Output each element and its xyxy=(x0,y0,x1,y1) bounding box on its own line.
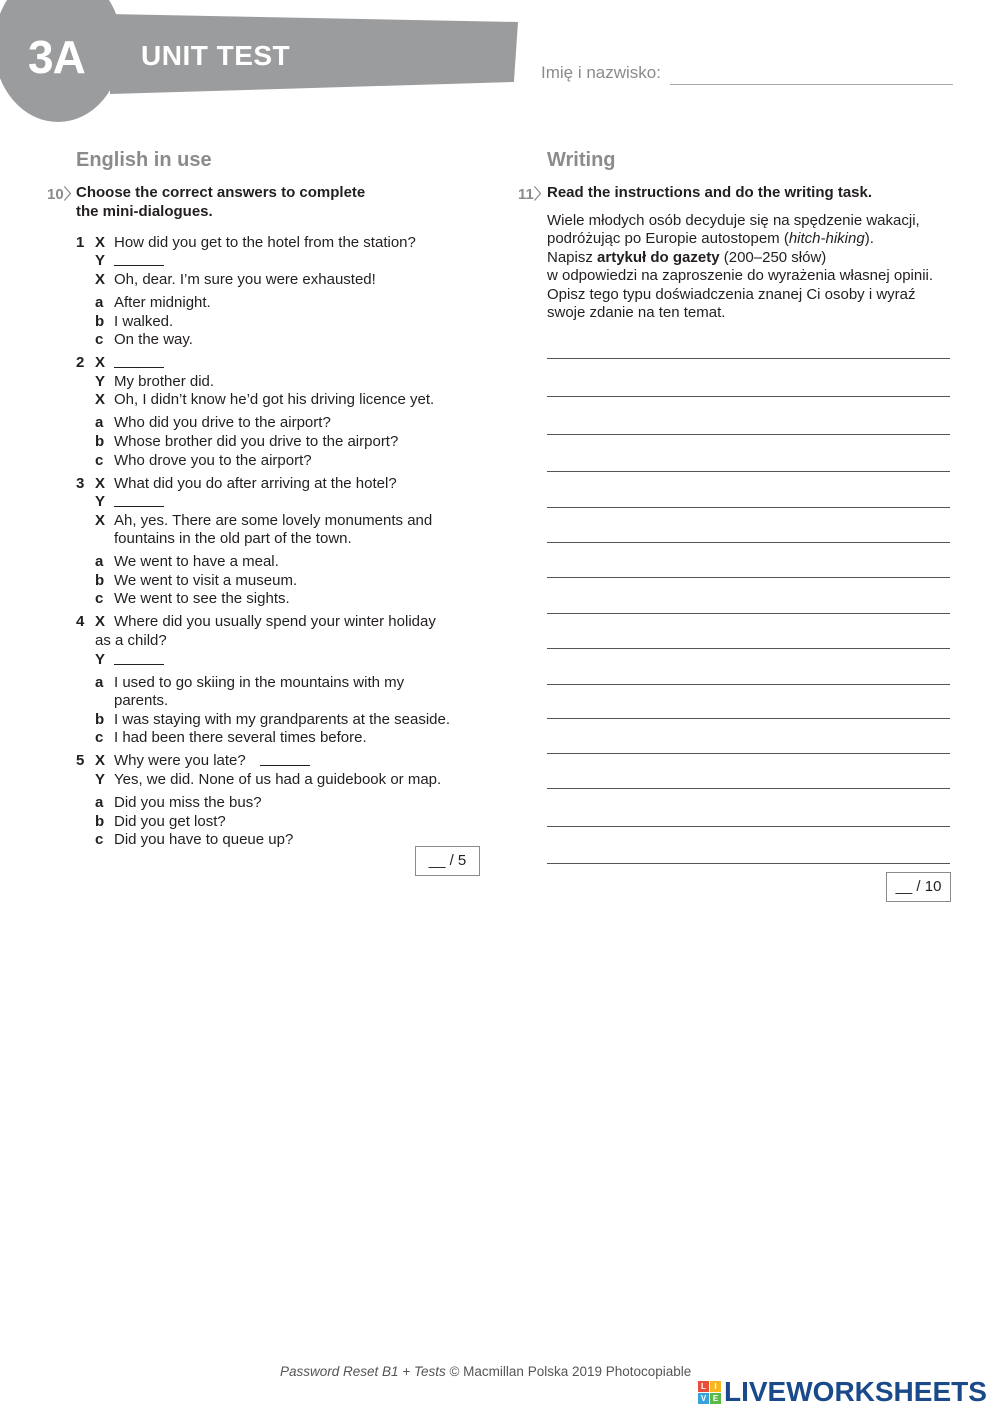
option-3c[interactable]: We went to see the sights. xyxy=(114,590,290,607)
option-1c[interactable]: On the way. xyxy=(114,331,193,348)
writing-line[interactable] xyxy=(547,826,950,827)
option-2b[interactable]: Whose brother did you drive to the airport? xyxy=(114,433,399,450)
score-box-10: __ / 5 xyxy=(415,846,480,876)
writing-line[interactable] xyxy=(547,648,950,649)
writing-line[interactable] xyxy=(547,753,950,754)
option-4a[interactable]: I used to go skiing in the mountains with my xyxy=(114,674,405,691)
logo-text: LIVEWORKSHEETS xyxy=(724,1376,987,1407)
option-1b[interactable]: I walked. xyxy=(114,313,174,330)
exercise-instruction-10: Choose the correct answers to complete the mini-dialogues. xyxy=(76,184,366,220)
unit-code: 3A xyxy=(28,31,85,83)
option-2a[interactable]: Who did you drive to the airport? xyxy=(114,414,331,431)
writing-line[interactable] xyxy=(547,718,950,719)
writing-line[interactable] xyxy=(547,684,950,685)
name-input-line[interactable] xyxy=(670,84,953,85)
unit-title: UNIT TEST xyxy=(141,40,291,71)
answer-gap-1[interactable] xyxy=(114,252,164,271)
exercise-number-11: 11〉 xyxy=(518,186,549,203)
option-4c[interactable]: I had been there several times before. xyxy=(114,729,367,746)
option-2c[interactable]: Who drove you to the airport? xyxy=(114,452,312,469)
answer-gap-4[interactable] xyxy=(114,651,164,670)
writing-line[interactable] xyxy=(547,507,950,508)
answer-gap-3[interactable] xyxy=(114,493,164,512)
header-banner xyxy=(0,0,520,96)
writing-line[interactable] xyxy=(547,471,950,472)
option-3a[interactable]: We went to have a meal. xyxy=(114,553,279,570)
option-5b[interactable]: Did you get lost? xyxy=(114,813,226,830)
writing-line[interactable] xyxy=(547,358,950,359)
writing-task-text: Wiele młodych osób decyduje się na spędzenie wakacji, podróżując po Europie autostopem (hitch-hiking). Napisz artykuł do gazety (200–250 słów) w odpowiedzi na zaproszenie do wyrażenia własnej opinii. Opisz tego typu doświadczenia znanej Ci osoby i wyraź swoje zdanie na ten temat. xyxy=(547,212,934,322)
logo-cubes-icon: L I V E xyxy=(698,1381,721,1404)
option-5a[interactable]: Did you miss the bus? xyxy=(114,794,262,811)
score-box-11: __ / 10 xyxy=(886,872,951,902)
liveworksheets-logo[interactable] xyxy=(698,1376,987,1408)
writing-line[interactable] xyxy=(547,396,950,397)
footer-credit: Password Reset B1 + Tests © Macmillan Polska 2019 Photocopiable xyxy=(280,1364,692,1379)
option-4b[interactable]: I was staying with my grandparents at the seaside. xyxy=(114,711,451,728)
option-1a[interactable]: After midnight. xyxy=(114,294,211,311)
writing-line[interactable] xyxy=(547,434,950,435)
answer-gap-2[interactable] xyxy=(114,354,164,373)
exercise-instruction-11: Read the instructions and do the writing task. xyxy=(547,184,873,201)
option-5c[interactable]: Did you have to queue up? xyxy=(114,831,294,848)
name-label: Imię i nazwisko: xyxy=(541,63,661,82)
writing-line[interactable] xyxy=(547,577,950,578)
section-title-writing: Writing xyxy=(547,149,616,171)
writing-line[interactable] xyxy=(547,613,950,614)
writing-line[interactable] xyxy=(547,542,950,543)
writing-line[interactable] xyxy=(547,863,950,864)
answer-gap-5[interactable] xyxy=(260,752,310,771)
writing-line[interactable] xyxy=(547,788,950,789)
option-3b[interactable]: We went to visit a museum. xyxy=(114,572,298,589)
section-title-english-in-use: English in use xyxy=(76,149,212,171)
exercise-number-10: 10〉 xyxy=(47,186,79,203)
